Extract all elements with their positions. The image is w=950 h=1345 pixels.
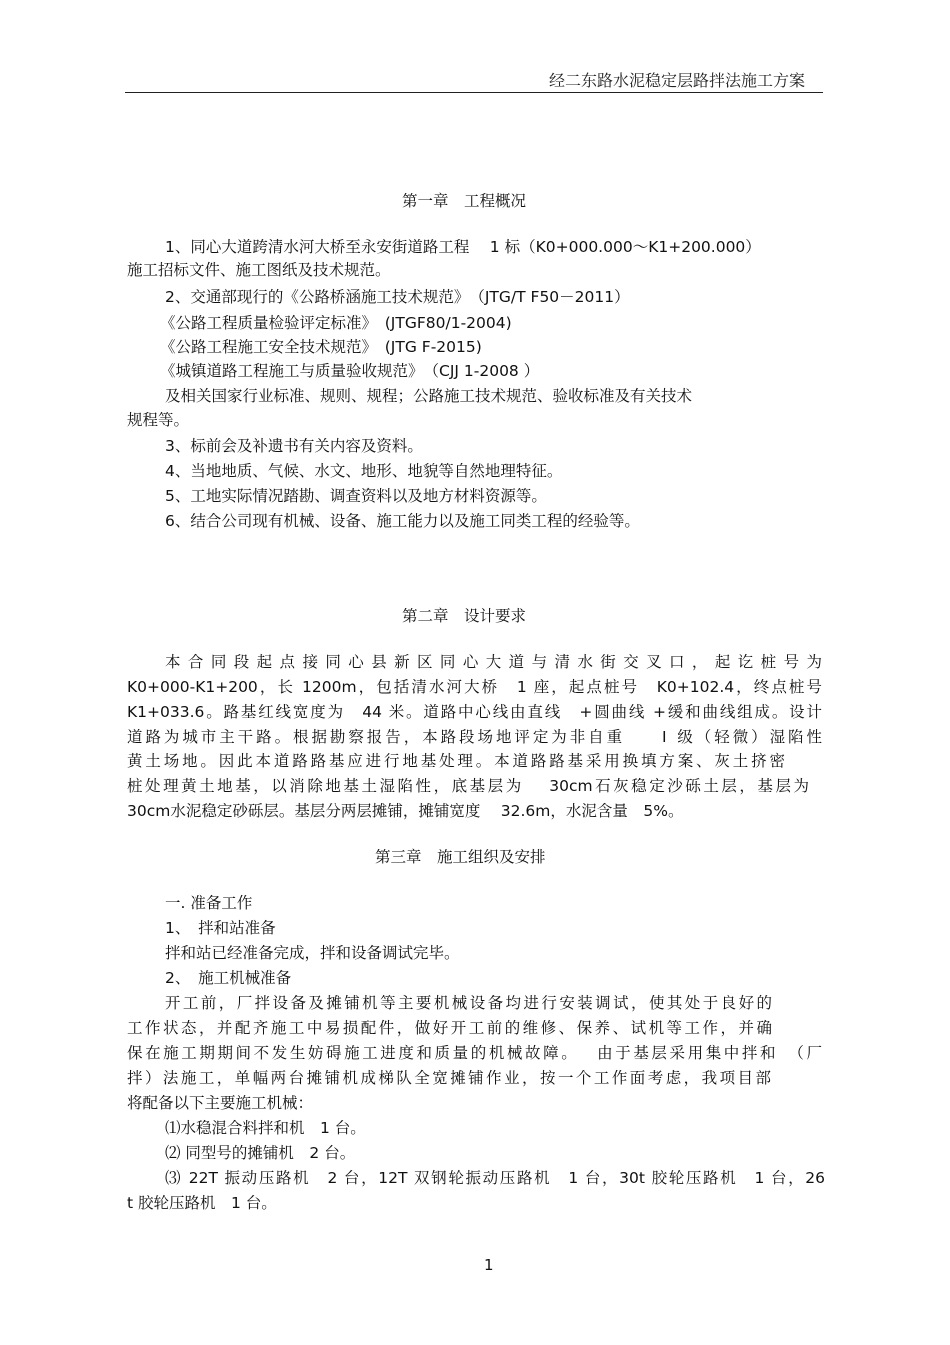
chapter-1-line: 2、交通部现行的《公路桥涵施工技术规范》 （JTG/T F50－2011） [165, 288, 630, 306]
chapter-1-line: 《公路工程施工安全技术规范》 (JTG F-2015) [160, 338, 482, 356]
chapter-3-line: 拌和站已经准备完成，拌和设备调试完毕。 [165, 944, 460, 962]
chapter-2-line: K0+000-K1+200，长 1200m，包括清水河大桥 1 座，起点桩号 K0+102.4，终点桩号 [127, 678, 822, 696]
chapter-1-line: 《公路工程质量检验评定标准》 (JTGF80/1-2004) [160, 314, 512, 332]
chapter-3-line: 拌）法施工，单幅两台摊铺机成梯队全宽摊铺作业，按一个工作面考虑，我项目部 [127, 1069, 771, 1087]
chapter-1-line: 规程等。 [127, 411, 190, 429]
chapter-1-line: 及相关国家行业标准、规则、规程；公路施工技术规范、验收标准及有关技术 [165, 387, 693, 405]
chapter-3-line: ⑵ 同型号的摊铺机 2 台。 [165, 1144, 356, 1162]
chapter-2-title: 第二章 设计要求 [402, 607, 527, 625]
chapter-2-line: 30cm水泥稳定砂砾层。基层分两层摊铺，摊铺宽度 32.6m，水泥含量 5%。 [127, 802, 684, 820]
chapter-1-line: 1、同心大道跨清水河大桥至永安街道路工程 1 标（K0+000.000～K1+200.000） [165, 238, 761, 256]
chapter-2-line: 本合同段起点接同心县新区同心大道与清水街交叉口，起讫桩号为 [165, 653, 822, 671]
chapter-2-line: K1+033.6。路基红线宽度为 44 米。道路中心线由直线 +圆曲线 +缓和曲线组成。设计 [127, 703, 822, 721]
chapter-1-line: 施工招标文件、施工图纸及技术规范。 [127, 261, 391, 279]
chapter-1-line: 6、结合公司现有机械、设备、施工能力以及施工同类工程的经验等。 [165, 512, 640, 530]
chapter-3-line: 将配备以下主要施工机械： [127, 1094, 314, 1112]
chapter-1-line: 《城镇道路工程施工与质量验收规范》 （CJJ 1-2008 ） [160, 362, 540, 380]
chapter-3-line: 2、 施工机械准备 [165, 969, 292, 987]
chapter-3-line: ⑶ 22T 振动压路机 2 台，12T 双钢轮振动压路机 1 台，30t 胶轮压路机 1 台，26 [165, 1169, 825, 1187]
chapter-2-line: 道路为城市主干路。根据勘察报告，本路段场地评定为非自重 Ⅰ 级（轻微）湿陷性 [127, 728, 822, 746]
chapter-2-line: 桩处理黄土地基，以消除地基土湿陷性，底基层为 30cm石灰稳定沙砾土层，基层为 [127, 777, 809, 795]
chapter-1-title: 第一章 工程概况 [402, 192, 527, 210]
header-title: 经二东路水泥稳定层路拌法施工方案 [548, 71, 805, 90]
chapter-3-title: 第三章 施工组织及安排 [375, 848, 546, 866]
chapter-3-line: t 胶轮压路机 1 台。 [127, 1194, 277, 1212]
page-number: 1 [484, 1256, 494, 1274]
chapter-3-line: 开工前，厂拌设备及摊铺机等主要机械设备均进行安装调试，使其处于良好的 [165, 994, 772, 1012]
chapter-1-line: 5、工地实际情况踏勘、调查资料以及地方材料资源等。 [165, 487, 547, 505]
chapter-2-line: 黄土场地。因此本道路路基应进行地基处理。本道路路基采用换填方案、灰土挤密 [127, 752, 785, 770]
chapter-1-line: 3、标前会及补遗书有关内容及资料。 [165, 437, 423, 455]
chapter-3-line: ⑴水稳混合料拌和机 1 台。 [165, 1119, 366, 1137]
chapter-3-line: 1、 拌和站准备 [165, 919, 276, 937]
chapter-1-line: 4、当地地质、气候、水文、地形、地貌等自然地理特征。 [165, 462, 563, 480]
page-header [125, 64, 823, 93]
chapter-3-line: 工作状态，并配齐施工中易损配件，做好开工前的维修、保养、试机等工作，并确 [127, 1019, 772, 1037]
chapter-3-line: 保在施工期期间不发生妨碍施工进度和质量的机械故障。 由于基层采用集中拌和 （厂 [127, 1044, 822, 1062]
chapter-3-line: 一. 准备工作 [165, 894, 253, 912]
